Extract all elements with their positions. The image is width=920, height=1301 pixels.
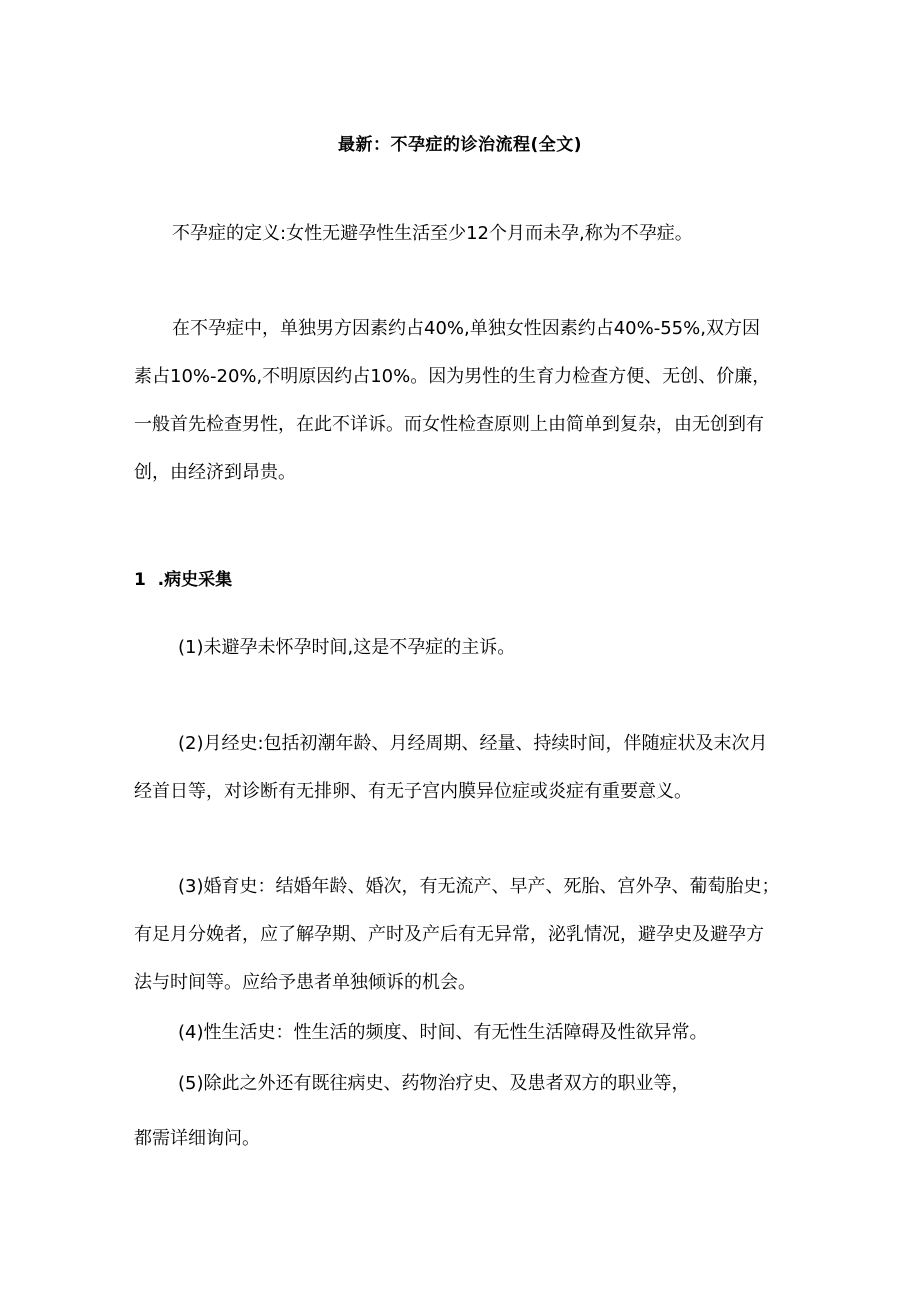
intro-line-1: 在不孕症中，单独男方因素约占40%,单独女性因素约占40%-55%,双方因 [172, 318, 760, 339]
item-2-line-1: (2)月经史:包括初潮年龄、月经周期、经量、持续时间，伴随症状及末次月 [178, 733, 768, 754]
item-1: (1)未避孕未怀孕时间,这是不孕症的主诉。 [178, 637, 516, 658]
item-3-line-2: 有足月分娩者，应了解孕期、产时及产后有无异常，泌乳情况，避孕史及避孕方 [134, 924, 764, 945]
intro-line-2: 素占10%-20%,不明原因约占10%。因为男性的生育力检查方便、无创、价廉， [134, 366, 771, 387]
intro-line-4: 创，由经济到昂贵。 [134, 462, 296, 483]
section-heading: 1 .病史采集 [134, 570, 233, 590]
item-3-line-3: 法与时间等。应给予患者单独倾诉的机会。 [134, 972, 476, 993]
document-title: 最新：不孕症的诊治流程(全文) [337, 135, 583, 155]
item-2-line-2: 经首日等，对诊断有无排卵、有无子宫内膜异位症或炎症有重要意义。 [134, 781, 692, 802]
item-5-line-1: (5)除此之外还有既往病史、药物治疗史、及患者双方的职业等， [178, 1073, 690, 1094]
definition-paragraph: 不孕症的定义:女性无避孕性生活至少12个月而未孕,称为不孕症。 [172, 223, 693, 244]
intro-line-3: 一般首先检查男性，在此不详诉。而女性检查原则上由简单到复杂，由无创到有 [134, 414, 764, 435]
item-4: (4)性生活史：性生活的频度、时间、有无性生活障碍及性欲异常。 [178, 1022, 708, 1043]
item-5-line-2: 都需详细询问。 [134, 1128, 260, 1149]
item-3-line-1: (3)婚育史：结婚年龄、婚次，有无流产、早产、死胎、宫外孕、葡萄胎史； [178, 876, 780, 897]
